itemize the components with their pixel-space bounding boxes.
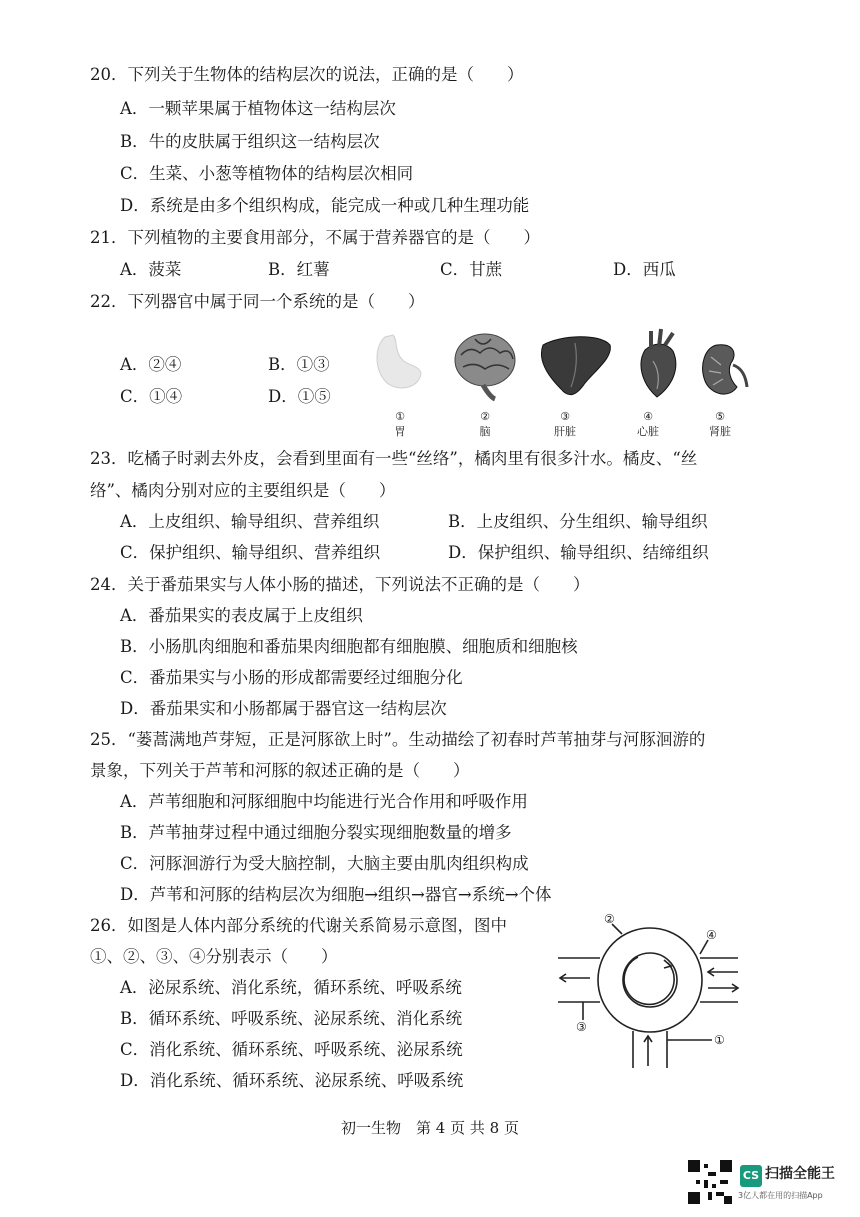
diagram-label-4: ④ [706,928,717,942]
q26-stem-line1: 26．如图是人体内部分系统的代谢关系简易示意图，图中 [90,916,507,935]
q23-stem-line1: 23．吃橘子时剥去外皮，会看到里面有一些“丝络”，橘肉里有很多汁水。橘皮、“丝 [90,449,698,468]
q23-stem-line2: 络”、橘肉分别对应的主要组织是（ ） [90,481,396,500]
q22-option-c: C．①④ [120,387,183,406]
q23-option-b: B．上皮组织、分生组织、输导组织 [448,512,708,531]
q26-stem-line2: ①、②、③、④分别表示（ ） [90,947,338,966]
q23-option-d: D．保护组织、输导组织、结缔组织 [448,543,709,562]
organ-figure [365,325,765,405]
brain-icon [455,334,515,399]
scanner-logo: CS [740,1165,762,1187]
q23-option-a: A．上皮组织、输导组织、营养组织 [120,512,380,531]
q21-option-a: A．菠菜 [120,260,182,279]
q26-option-c: C．消化系统、循环系统、呼吸系统、泌尿系统 [120,1040,463,1059]
q26-option-d: D．消化系统、循环系统、泌尿系统、呼吸系统 [120,1071,464,1090]
organ-label-kidney: ⑤ 肾脏 [709,410,731,438]
q26-option-b: B．循环系统、呼吸系统、泌尿系统、消化系统 [120,1009,463,1028]
scanner-tagline: 3亿人都在用的扫描App [738,1191,823,1200]
q25-option-b: B．芦苇抽芽过程中通过细胞分裂实现细胞数量的增多 [120,823,512,842]
q20-stem: 20．下列关于生物体的结构层次的说法，正确的是（ ） [90,65,524,84]
q24-option-a: A．番茄果实的表皮属于上皮组织 [120,606,363,625]
organ-label-heart: ④ 心脏 [637,410,659,438]
q25-option-c: C．河豚洄游行为受大脑控制，大脑主要由肌肉组织构成 [120,854,529,873]
organ-label-stomach: ① 胃 [394,410,406,438]
heart-icon [641,329,676,397]
q24-option-b: B．小肠肌肉细胞和番茄果肉细胞都有细胞膜、细胞质和细胞核 [120,637,578,656]
diagram-label-3: ③ [576,1020,587,1034]
q22-stem: 22．下列器官中属于同一个系统的是（ ） [90,292,425,311]
q20-option-a: A．一颗苹果属于植物体这一结构层次 [120,99,396,118]
q24-option-d: D．番茄果实和小肠都属于器官这一结构层次 [120,699,447,718]
q25-option-a: A．芦苇细胞和河豚细胞中均能进行光合作用和呼吸作用 [120,792,528,811]
q20-option-d: D．系统是由多个组织构成，能完成一种或几种生理功能 [120,196,530,215]
diagram-label-2: ② [604,912,615,926]
q26-option-a: A．泌尿系统、消化系统，循环系统、呼吸系统 [120,978,462,997]
q25-stem-line1: 25．“蒌蒿满地芦芽短，正是河豚欲上时”。生动描绘了初春时芦苇抽芽与河豚洄游的 [90,730,706,749]
liver-icon [541,337,610,395]
q20-option-c: C．生菜、小葱等植物体的结构层次相同 [120,164,414,183]
page-footer: 初一生物 第 4 页 共 8 页 [341,1119,519,1137]
organ-label-brain: ② 脑 [479,410,491,438]
scanner-name: 扫描全能王 [765,1166,835,1182]
q21-option-c: C．甘蔗 [440,260,503,279]
qr-code-icon [688,1160,732,1204]
q21-option-d: D．西瓜 [613,260,676,279]
q22-option-d: D．①⑤ [268,387,331,406]
q24-option-c: C．番茄果实与小肠的形成都需要经过细胞分化 [120,668,463,687]
q25-stem-line2: 景象，下列关于芦苇和河豚的叙述正确的是（ ） [90,761,470,780]
stomach-icon [377,335,421,388]
q23-option-c: C．保护组织、输导组织、营养组织 [120,543,381,562]
q25-option-d: D．芦苇和河豚的结构层次为细胞→组织→器官→系统→个体 [120,885,552,904]
q20-option-b: B．牛的皮肤属于组织这一结构层次 [120,132,380,151]
q21-stem: 21．下列植物的主要食用部分，不属于营养器官的是（ ） [90,228,540,247]
q22-option-b: B．①③ [268,355,330,374]
circulation-outer-circle [598,928,702,1032]
q21-option-b: B．红薯 [268,260,330,279]
organ-label-liver: ③ 肝脏 [554,410,576,438]
diagram-label-1: ① [714,1033,725,1047]
q22-option-a: A．②④ [120,355,182,374]
kidney-icon [703,345,747,394]
q24-stem: 24．关于番茄果实与人体小肠的描述，下列说法不正确的是（ ） [90,575,590,594]
